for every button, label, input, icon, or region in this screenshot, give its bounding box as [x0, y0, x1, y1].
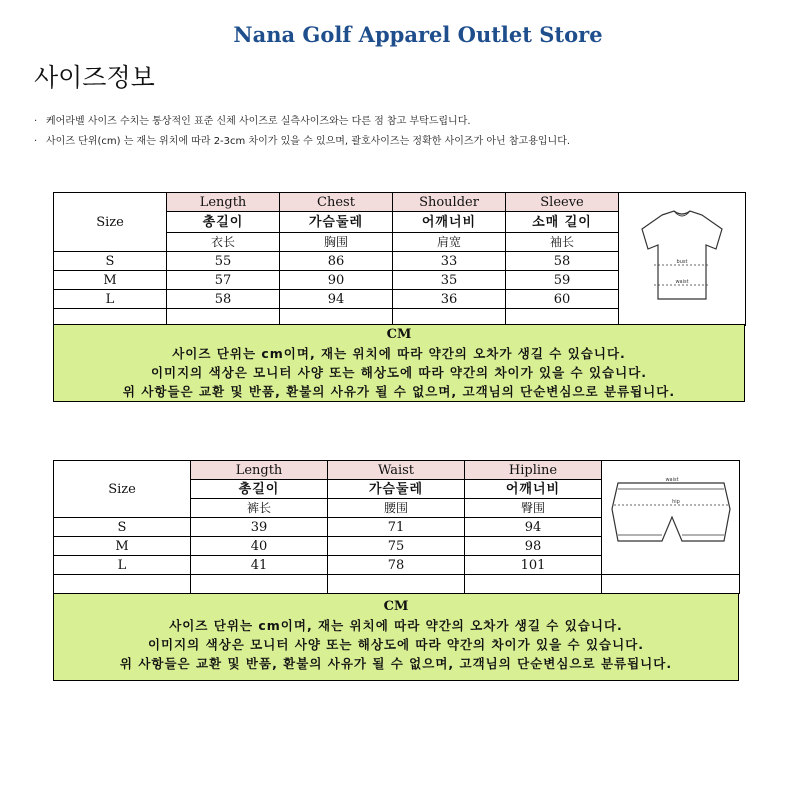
value-cell: 94 [465, 518, 602, 537]
unit-label: CM [383, 599, 409, 614]
value-cell: 58 [167, 290, 280, 309]
col-header-cn: 肩宽 [393, 233, 506, 252]
note-line: 이미지의 색상은 모니터 사양 또는 해상도에 따라 약간의 차이가 있을 수 있습니다. [147, 637, 645, 652]
note-line: 위 사항들은 교환 및 반품, 환불의 사유가 될 수 없으며, 고객님의 단순변심으로 분류됩니다. [122, 384, 676, 399]
col-header-kr: 소매 길이 [506, 212, 619, 233]
col-header-kr: 어깨너비 [465, 480, 602, 499]
value-cell: 35 [393, 271, 506, 290]
empty-cell [465, 575, 602, 594]
col-header-cn: 袖长 [506, 233, 619, 252]
value-cell: 75 [328, 537, 465, 556]
size-cell: M [54, 537, 191, 556]
empty-cell [328, 575, 465, 594]
size-cell: S [54, 252, 167, 271]
value-cell: 98 [465, 537, 602, 556]
value-cell: 94 [280, 290, 393, 309]
value-cell: 57 [167, 271, 280, 290]
bust-label: bust [676, 258, 688, 265]
size-header: Size [54, 193, 167, 252]
col-header-en: Shoulder [393, 193, 506, 212]
value-cell: 39 [191, 518, 328, 537]
note-line: 사이즈 단위는 cm이며, 재는 위치에 따라 약간의 오차가 생길 수 있습니다. [169, 618, 623, 633]
size-cell: L [54, 556, 191, 575]
page-heading: 사이즈정보 [34, 63, 155, 92]
shorts-icon [606, 461, 736, 571]
empty-cell [506, 309, 619, 326]
value-cell: 59 [506, 271, 619, 290]
note-line: 이미지의 색상은 모니터 사양 또는 해상도에 따라 약간의 차이가 있을 수 있습니다. [150, 365, 648, 380]
empty-cell [54, 309, 167, 326]
col-header-kr: 어깨너비 [393, 212, 506, 233]
bottom-size-note [53, 593, 739, 681]
col-header-kr: 가슴둘레 [280, 212, 393, 233]
empty-cell [54, 575, 191, 594]
note-text: 사이즈 단위(cm) 는 재는 위치에 따라 2-3cm 차이가 있을 수 있으며, 괄호사이즈는 정확한 사이즈가 아닌 참고용입니다. [46, 136, 571, 147]
note-item [34, 112, 570, 132]
empty-cell [280, 309, 393, 326]
col-header-cn: 胸围 [280, 233, 393, 252]
size-header: Size [54, 461, 191, 518]
size-cell: M [54, 271, 167, 290]
value-cell: 60 [506, 290, 619, 309]
empty-cell [393, 309, 506, 326]
note-text: 케어라벨 사이즈 수치는 통상적인 표준 신체 사이즈로 실측사이즈와는 다른 점 참고 부탁드립니다. [46, 116, 471, 127]
unit-label: CM [386, 327, 412, 342]
size-notes [34, 112, 570, 152]
col-header-en: Chest [280, 193, 393, 212]
size-cell: S [54, 518, 191, 537]
value-cell: 71 [328, 518, 465, 537]
empty-cell [167, 309, 280, 326]
size-cell: L [54, 290, 167, 309]
value-cell: 90 [280, 271, 393, 290]
value-cell: 33 [393, 252, 506, 271]
col-header-cn: 衣长 [167, 233, 280, 252]
value-cell: 41 [191, 556, 328, 575]
empty-cell [602, 575, 740, 594]
col-header-en: Sleeve [506, 193, 619, 212]
note-line: 사이즈 단위는 cm이며, 재는 위치에 따라 약간의 오차가 생길 수 있습니다. [172, 346, 626, 361]
col-header-kr: 총길이 [167, 212, 280, 233]
top-size-note [53, 324, 745, 402]
bottom-size-table [53, 460, 740, 594]
hip-label: hip [671, 499, 680, 505]
note-line: 위 사항들은 교환 및 반품, 환불의 사유가 될 수 없으며, 고객님의 단순변심으로 분류됩니다. [119, 656, 673, 671]
col-header-en: Length [191, 461, 328, 480]
col-header-en: Hipline [465, 461, 602, 480]
bottom-garment-diagram [602, 461, 740, 575]
bullet-icon: · [34, 136, 38, 147]
col-header-kr: 가슴둘레 [328, 480, 465, 499]
top-garment-diagram [619, 193, 746, 326]
bullet-icon: · [34, 116, 38, 127]
col-header-cn: 裤长 [191, 499, 328, 518]
col-header-en: Waist [328, 461, 465, 480]
table-row-empty [54, 575, 740, 594]
col-header-cn: 臀围 [465, 499, 602, 518]
value-cell: 40 [191, 537, 328, 556]
top-size-table [53, 192, 746, 326]
value-cell: 36 [393, 290, 506, 309]
value-cell: 101 [465, 556, 602, 575]
value-cell: 58 [506, 252, 619, 271]
empty-cell [191, 575, 328, 594]
col-header-cn: 腰围 [328, 499, 465, 518]
note-item [34, 132, 570, 152]
value-cell: 86 [280, 252, 393, 271]
tshirt-icon [632, 203, 732, 313]
col-header-en: Length [167, 193, 280, 212]
waist-label: waist [675, 278, 689, 285]
value-cell: 55 [167, 252, 280, 271]
waist-label: waist [664, 477, 679, 483]
store-title: Nana Golf Apparel Outlet Store [233, 22, 603, 47]
value-cell: 78 [328, 556, 465, 575]
col-header-kr: 총길이 [191, 480, 328, 499]
